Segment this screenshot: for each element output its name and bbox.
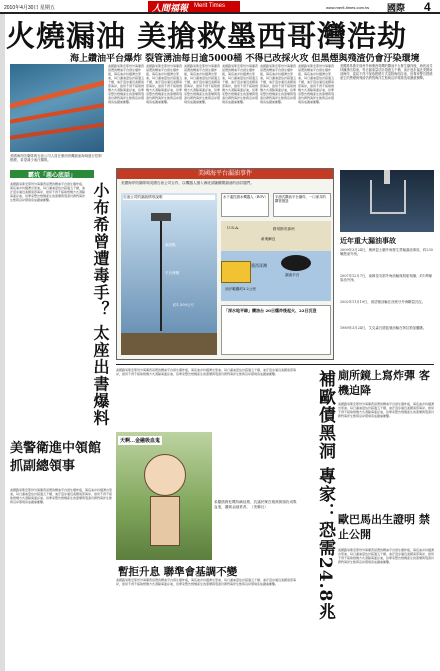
police-body: 美國路易斯安那州外海墨西哥灣的鑽油平台發生爆炸後，海底油井持續湧出原油，每日漏油量估計超過五千桶，油汙逐步逼近美國南部海岸，當局不得不採取燃燒方式清除海面浮油，但專家警告燃燒產生的黑煙與殘渣仍將對海洋生態與沿岸環境造成嚴重衝擊。 bbox=[10, 488, 113, 504]
rig-info-label: 「深水地平線」鑽油台 20日爆炸後起火、22日沉沒 bbox=[224, 308, 317, 313]
rig-photo bbox=[340, 170, 434, 232]
lead-body: 美國路易斯安那州外海墨西哥灣的鑽油平台發生爆炸後，海底油井持續湧出原油，每日漏油量估計超過五千桶，油汙逐步逼近美國南部海岸，當局不得不採取燃燒方式清除海面浮油，但專家警告燃燒產生的黑煙與殘渣仍將對海洋生態與沿岸環境造成嚴重衝擊。 bbox=[146, 64, 182, 104]
right-body-1: 美國路易斯安那州外海墨西哥灣的鑽油平台發生爆炸後，海底油井持續湧出原油，每日漏油量估計超過五千桶，油汙逐步逼近美國南部海岸，當局不得不採取燃燒方式清除海面浮油，但專家警告燃燒產生的黑煙與殘渣仍將對海洋生態與沿岸環境造成嚴重衝擊。 bbox=[338, 402, 434, 418]
feature-sub-body: 美國路易斯安那州外海墨西哥灣的鑽油平台發生爆炸後，海底油井持續湧出原油，每日漏油量估計超過五千桶，油汙逐步逼近美國南部海岸，當局不得不採取燃燒方式清除海面浮油，但專家警告燃燒產生的黑煙與殘渣仍將對海洋生態與沿岸環境造成嚴重衝擊。 bbox=[116, 578, 296, 586]
cut-label: 半潛式鑽油平台爆炸，一口深井的鑽管損毀 bbox=[275, 195, 326, 203]
left-margin-strip bbox=[0, 14, 5, 671]
feature-photo-caption: 希臘債務危機持續延燒，抗議民眾在雅典街頭扮成吸血鬼，諷刺金融業者。（美聯社） bbox=[214, 500, 297, 509]
rig-structure bbox=[370, 180, 406, 214]
lead-body: 美國路易斯安那州外海墨西哥灣的鑽油平台發生爆炸後，海底油井持續湧出原油，每日漏油量估計超過五千桶，油汙逐步逼近美國南部海岸，當局不得不採取燃燒方式清除海面浮油，但專家警告燃燒產生的黑煙與殘渣仍將對海洋生態與沿岸環境造成嚴重衝擊。 bbox=[298, 64, 334, 104]
lead-body: 美國路易斯安那州外海墨西哥灣的鑽油平台發生爆炸後，海底油井持續湧出原油，每日漏油量估計超過五千桶，油汙逐步逼近美國南部海岸，當局不得不採取燃燒方式清除海面浮油，但專家警告燃燒產生的黑煙與殘渣仍將對海洋生態與沿岸環境造成嚴重衝擊。 bbox=[222, 64, 258, 104]
rig-icon bbox=[151, 213, 171, 221]
rig-derrick bbox=[384, 170, 390, 184]
right-body-2: 美國路易斯安那州外海墨西哥灣的鑽油平台發生爆炸後，海底油井持續湧出原油，每日漏油量估計超過五千桶，油汙逐步逼近美國南部海岸，當局不得不採取燃燒方式清除海面浮油，但專家警告燃燒產生的黑煙與殘渣仍將對海洋生態與沿岸環境造成嚴重衝擊。 bbox=[338, 548, 434, 564]
feature-photo-badge: 天啊…金融吸血鬼 bbox=[120, 438, 161, 444]
cross-section-box-label: 石油公司的漏油情形說明 bbox=[123, 195, 215, 200]
fire-streak bbox=[10, 119, 104, 141]
map-gulf: 墨西哥灣 bbox=[251, 263, 267, 268]
infographic bbox=[116, 168, 334, 360]
masthead-date: 2010年4月30日 星期五 bbox=[4, 5, 55, 11]
right-headline-1: 廁所鏡上寫炸彈 客機迫降 bbox=[338, 369, 430, 397]
page-number: 4 bbox=[424, 0, 431, 14]
section-divider bbox=[116, 364, 434, 365]
pipe-line bbox=[160, 221, 162, 331]
right-top-body: 美國路易斯安那州外海墨西哥灣的鑽油平台發生爆炸後，海底油井持續湧出原油，每日漏油量估計超過五千桶，油汙逐步逼近美國南部海岸，當局不得不採取燃燒方式清除海面浮油，但專家警告燃燒產生的黑煙與殘渣仍將對海洋生態與沿岸環境造成嚴重衝擊。 bbox=[340, 64, 433, 80]
masthead-logo-en: Merit Times bbox=[194, 3, 226, 9]
feature-top-body: 美國路易斯安那州外海墨西哥灣的鑽油平台發生爆炸後，海底油井持續湧出原油，每日漏油量估計超過五千桶，油汙逐步逼近美國南部海岸，當局不得不採取燃燒方式清除海面浮油，但專家警告燃燒產生的黑煙與殘渣仍將對海洋生態與沿岸環境造成嚴重衝擊。 bbox=[116, 368, 297, 376]
rov-callout bbox=[221, 193, 269, 217]
map-usa: U.S.A. bbox=[227, 225, 240, 230]
map-city: 新奧爾良 bbox=[261, 237, 276, 241]
event-item: 2009年3月24日，澳洲昆士蘭外海發生貨輪漏油事故，約230噸燃油外洩。 bbox=[340, 248, 433, 256]
masthead-logo bbox=[148, 1, 240, 12]
feature-vertical-headline: 補歐債黑洞 專家：恐需24.8兆 bbox=[315, 370, 335, 621]
section-label: 國際 bbox=[387, 4, 406, 14]
right-headline-2: 歐巴馬出生證明 禁止公開 bbox=[338, 513, 430, 541]
left-story-body: 美國路易斯安那州外海墨西哥灣的鑽油平台發生爆炸後，海底油井持續湧出原油，每日漏油量估計超過五千桶，油汙逐步逼近美國南部海岸，當局不得不採取燃燒方式清除海面浮油，但專家警告燃燒產生的黑煙與殘渣仍將對海洋生態與沿岸環境造成嚴重衝擊。 bbox=[10, 182, 86, 202]
event-item: 2007年12月7日，南韓泰安郡外海油輪與駁船相撞，約1萬噸原油外洩。 bbox=[340, 274, 432, 282]
lead-body: 美國路易斯安那州外海墨西哥灣的鑽油平台發生爆炸後，海底油井持續湧出原油，每日漏油量估計超過五千桶，油汙逐步逼近美國南部海岸，當局不得不採取燃燒方式清除海面浮油，但專家警告燃燒產生的黑煙與殘渣仍將對海洋生態與沿岸環境造成嚴重衝擊。 bbox=[184, 64, 220, 104]
map-area: 油汙範圍約3.2公里 bbox=[225, 287, 256, 291]
police-headline-text: 美警衛進中領館 抓副總領事 bbox=[10, 441, 102, 474]
events-title: 近年重大漏油事故 bbox=[340, 236, 396, 245]
lead-body: 美國路易斯安那州外海墨西哥灣的鑽油平台發生爆炸後，海底油井持續湧出原油，每日漏油量估計超過五千桶，油汙逐步逼近美國南部海岸，當局不得不採取燃燒方式清除海面浮油，但專家警告燃燒產生的黑煙與殘渣仍將對海洋生態與沿岸環境造成嚴重衝擊。 bbox=[260, 64, 296, 104]
lead-headline: 火燒漏油 美搶救墨西哥灣浩劫 bbox=[6, 19, 408, 53]
masthead-url: www.merit-times.com.tw bbox=[326, 5, 370, 10]
vertical-headline: 小布希曾遭毒手？ 太座出書爆料 bbox=[91, 182, 110, 427]
lead-body: 美國路易斯安那州外海墨西哥灣的鑽油平台發生爆炸後，海底油井持續湧出原油，每日漏油量估計超過五千桶，油汙逐步逼近美國南部海岸，當局不得不採取燃燒方式清除海面浮油，但專家警告燃燒產生的黑煙與殘渣仍將對海洋生態與沿岸環境造成嚴重衝擊。 bbox=[108, 64, 144, 104]
rov-robot bbox=[221, 261, 251, 283]
oil-slick bbox=[281, 255, 311, 271]
lead-photo-caption: 美國海岸防衛隊與石油公司人員在墨西哥灣漏油海域進行控制燃燒，希望減少油汙擴散。 bbox=[10, 154, 102, 162]
police-headline bbox=[10, 440, 114, 484]
cross-section bbox=[121, 193, 217, 355]
cut-callout bbox=[273, 193, 331, 217]
rig-info-box bbox=[221, 305, 331, 355]
event-item: 2002年11月19日，威望號油輪在西班牙外海斷裂沉沒。 bbox=[340, 300, 426, 304]
lead-subheadline: 海上鑽油平台爆炸 裂管湧油每日逾5000桶 不得已改採火攻 但黑煙與殘渣仍會汙染環境 bbox=[70, 54, 420, 64]
wreck-label: 平台殘骸 bbox=[165, 271, 180, 275]
map-la: 路易斯安那州 bbox=[273, 227, 295, 231]
map-leak: 漏油平台 bbox=[285, 273, 300, 277]
events-sidebar bbox=[340, 236, 434, 356]
infographic-intro: 美國海岸防衛隊與英國石油公司合作，以機器人潛入海底試圖關閉漏油的油井閥門。 bbox=[121, 181, 254, 185]
rov-label: 水下遙控潛水機器人（ROV） bbox=[223, 195, 269, 199]
feature-sub-headline: 暫拒升息 聯準會基調不變 bbox=[118, 566, 238, 578]
lead-photo bbox=[10, 64, 104, 152]
costume-body bbox=[150, 496, 180, 546]
depth-label: 約1,500公尺 bbox=[173, 303, 195, 307]
masthead bbox=[0, 0, 440, 14]
kicker: 霸坑「惡心底話」 bbox=[10, 170, 94, 178]
costume-head bbox=[144, 454, 186, 496]
event-item: 1989年3月24日，艾克森瓦德茲號油輪在阿拉斯加觸礁。 bbox=[340, 326, 427, 330]
leak-label: 漏油點 bbox=[165, 243, 176, 247]
masthead-logo-cn: 人間福報 bbox=[152, 4, 189, 14]
feature-photo bbox=[116, 432, 212, 560]
seafloor bbox=[121, 333, 217, 355]
infographic-title: 美國海平台漏油事件 bbox=[117, 169, 333, 179]
